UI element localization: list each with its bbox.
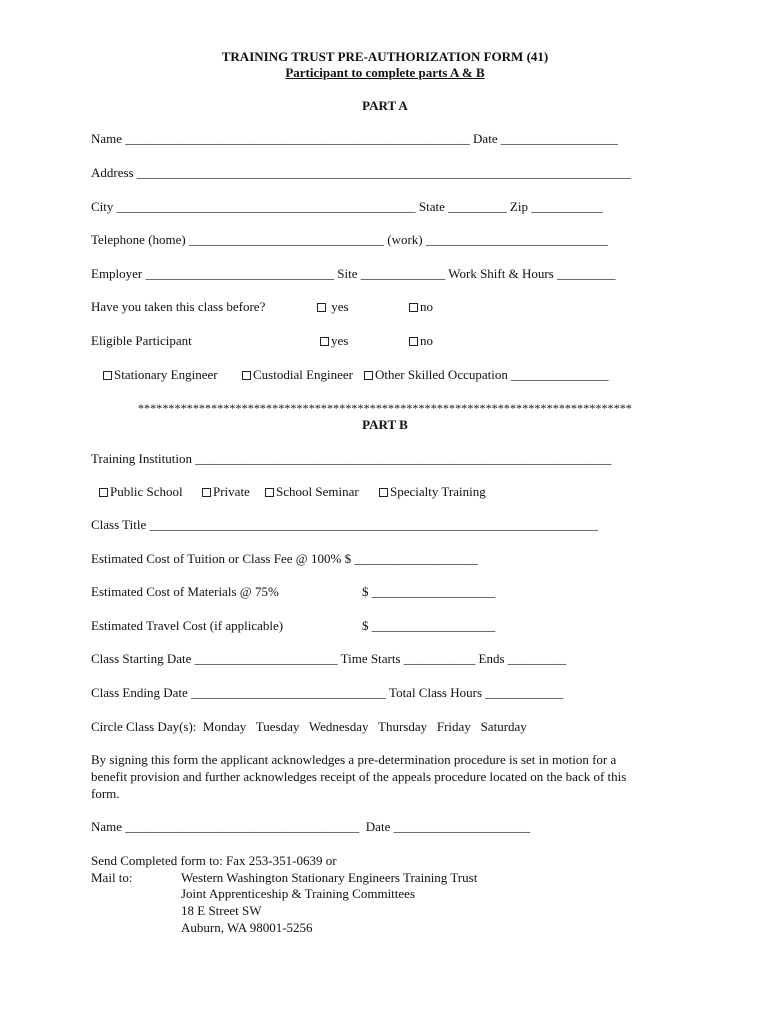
mail-address-line-3: 18 E Street SW [181, 903, 262, 918]
start-date-label: Class Starting Date [91, 651, 192, 666]
institution-seminar-option[interactable] [265, 484, 359, 500]
telephone-row [91, 232, 608, 248]
institution-type-label: Private [213, 484, 250, 499]
employer-field[interactable]: _____________________________ [145, 266, 335, 281]
tel-home-field[interactable]: ______________________________ [189, 232, 384, 247]
tel-work-field[interactable]: ____________________________ [425, 232, 608, 247]
occupation-stationary-option[interactable] [103, 367, 218, 383]
form-subtitle: Participant to complete parts A & B [285, 65, 485, 80]
yes-label: yes [331, 299, 349, 314]
send-instructions: Send Completed form to: Fax 253-351-0639 or [91, 853, 337, 868]
materials-field[interactable]: ___________________ [371, 584, 496, 599]
day-tuesday[interactable]: Tuesday [255, 719, 300, 734]
dollar-sign: $ [362, 618, 369, 633]
city-row [91, 199, 603, 215]
part-a-heading: PART A [362, 98, 408, 113]
class-title-label: Class Title [91, 517, 147, 532]
checkbox-icon[interactable] [103, 371, 112, 380]
materials-label: Estimated Cost of Materials @ 75% [91, 584, 279, 599]
institution-field[interactable]: ________________________________________________________________ [195, 451, 612, 466]
address-label: Address [91, 165, 134, 180]
mail-label: Mail to: [91, 870, 133, 885]
zip-field[interactable]: ___________ [531, 199, 603, 214]
ends-label: Ends [478, 651, 505, 666]
shift-field[interactable]: _________ [557, 266, 616, 281]
occupation-custodial-option[interactable] [242, 367, 353, 383]
class-days-row [91, 719, 527, 735]
signature-row [91, 819, 530, 835]
checkbox-icon[interactable] [317, 303, 326, 312]
checkbox-icon[interactable] [409, 303, 418, 312]
day-wednesday[interactable]: Wednesday [308, 719, 369, 734]
name-label: Name [91, 131, 123, 146]
state-field[interactable]: _________ [448, 199, 507, 214]
eligible-no-option[interactable] [409, 333, 433, 349]
mail-address-line-1: Western Washington Stationary Engineers Training Trust [181, 870, 478, 885]
employer-label: Employer [91, 266, 143, 281]
no-label: no [420, 299, 433, 314]
institution-row [91, 451, 611, 467]
checkbox-icon[interactable] [409, 337, 418, 346]
section-separator: ********************************************************************************* [137, 401, 633, 415]
total-hours-field[interactable]: ____________ [485, 685, 564, 700]
eligible-label: Eligible Participant [91, 333, 192, 348]
institution-specialty-option[interactable] [379, 484, 486, 500]
travel-label: Estimated Travel Cost (if applicable) [91, 618, 284, 633]
sign-date-field[interactable]: _____________________ [393, 819, 531, 834]
checkbox-icon[interactable] [265, 488, 274, 497]
yes-label: yes [331, 333, 349, 348]
sign-name-label: Name [91, 819, 123, 834]
institution-type-label: Specialty Training [390, 484, 486, 499]
institution-label: Training Institution [91, 451, 193, 466]
state-label: State [418, 199, 445, 214]
sign-name-field[interactable]: ____________________________________ [125, 819, 360, 834]
travel-row [362, 618, 495, 634]
day-thursday[interactable]: Thursday [378, 719, 428, 734]
acknowledgement-line-2: benefit provision and further acknowledges receipt of the appeals procedure located on the back of this [91, 769, 627, 784]
day-saturday[interactable]: Saturday [480, 719, 527, 734]
occupation-label: Custodial Engineer [253, 367, 354, 382]
total-hours-label: Total Class Hours [389, 685, 483, 700]
taken-before-label: Have you taken this class before? [91, 299, 266, 314]
day-friday[interactable]: Friday [436, 719, 471, 734]
ends-field[interactable]: _________ [507, 651, 567, 666]
institution-type-label: Public School [110, 484, 183, 499]
part-b-heading: PART B [362, 417, 408, 432]
form-title: TRAINING TRUST PRE-AUTHORIZATION FORM (41) [221, 49, 549, 64]
class-title-row [91, 517, 598, 533]
class-days-label: Circle Class Day(s): [91, 719, 197, 734]
checkbox-icon[interactable] [99, 488, 108, 497]
tel-home-label: Telephone (home) [91, 232, 186, 247]
checkbox-icon[interactable] [379, 488, 388, 497]
time-starts-field[interactable]: ___________ [403, 651, 476, 666]
tuition-label: Estimated Cost of Tuition or Class Fee @ 100% $ [91, 551, 352, 566]
date-label: Date [473, 131, 498, 146]
city-label: City [91, 199, 114, 214]
checkbox-icon[interactable] [364, 371, 373, 380]
start-date-field[interactable]: ______________________ [194, 651, 338, 666]
end-date-row [91, 685, 563, 701]
checkbox-icon[interactable] [202, 488, 211, 497]
occupation-label: Other Skilled Occupation [375, 367, 508, 382]
zip-label: Zip [509, 199, 528, 214]
eligible-yes-option[interactable] [320, 333, 348, 349]
city-field[interactable]: ______________________________________________ [116, 199, 416, 214]
materials-row [362, 584, 495, 600]
class-title-field[interactable]: _____________________________________________________________________ [149, 517, 599, 532]
name-row [91, 131, 618, 147]
day-monday[interactable]: Monday [202, 719, 247, 734]
address-row [91, 165, 631, 181]
other-occupation-field[interactable]: _______________ [511, 367, 609, 382]
time-starts-label: Time Starts [340, 651, 401, 666]
site-label: Site [337, 266, 358, 281]
sign-date-label: Date [365, 819, 391, 834]
address-field[interactable]: ____________________________________________________________________________ [136, 165, 631, 180]
acknowledgement-line-3: form. [91, 786, 120, 801]
mail-address-line-4: Auburn, WA 98001-5256 [181, 920, 313, 935]
end-date-field[interactable]: ______________________________ [191, 685, 387, 700]
taken-before-no-option[interactable] [409, 299, 433, 315]
occupation-label: Stationary Engineer [114, 367, 218, 382]
end-date-label: Class Ending Date [91, 685, 188, 700]
institution-private-option[interactable] [202, 484, 250, 500]
mail-address-line-2: Joint Apprenticeship & Training Committees [181, 886, 415, 901]
employer-row [91, 266, 616, 282]
checkbox-icon[interactable] [242, 371, 251, 380]
taken-before-yes-option[interactable] [317, 299, 349, 315]
shift-label: Work Shift & Hours [448, 266, 554, 281]
institution-public-option[interactable] [99, 484, 183, 500]
no-label: no [420, 333, 433, 348]
acknowledgement-line-1: By signing this form the applicant acknowledges a pre-determination procedure is set in motion for a [91, 752, 617, 767]
travel-field[interactable]: ___________________ [371, 618, 496, 633]
tuition-row [91, 551, 478, 567]
tuition-field[interactable]: ___________________ [354, 551, 478, 566]
site-field[interactable]: _____________ [360, 266, 446, 281]
date-field[interactable]: __________________ [500, 131, 618, 146]
name-field[interactable]: _____________________________________________________ [125, 131, 470, 146]
institution-type-label: School Seminar [276, 484, 359, 499]
start-date-row [91, 651, 566, 667]
dollar-sign: $ [362, 584, 369, 599]
tel-work-label: (work) [387, 232, 423, 247]
checkbox-icon[interactable] [320, 337, 329, 346]
occupation-other-option[interactable] [364, 367, 609, 383]
